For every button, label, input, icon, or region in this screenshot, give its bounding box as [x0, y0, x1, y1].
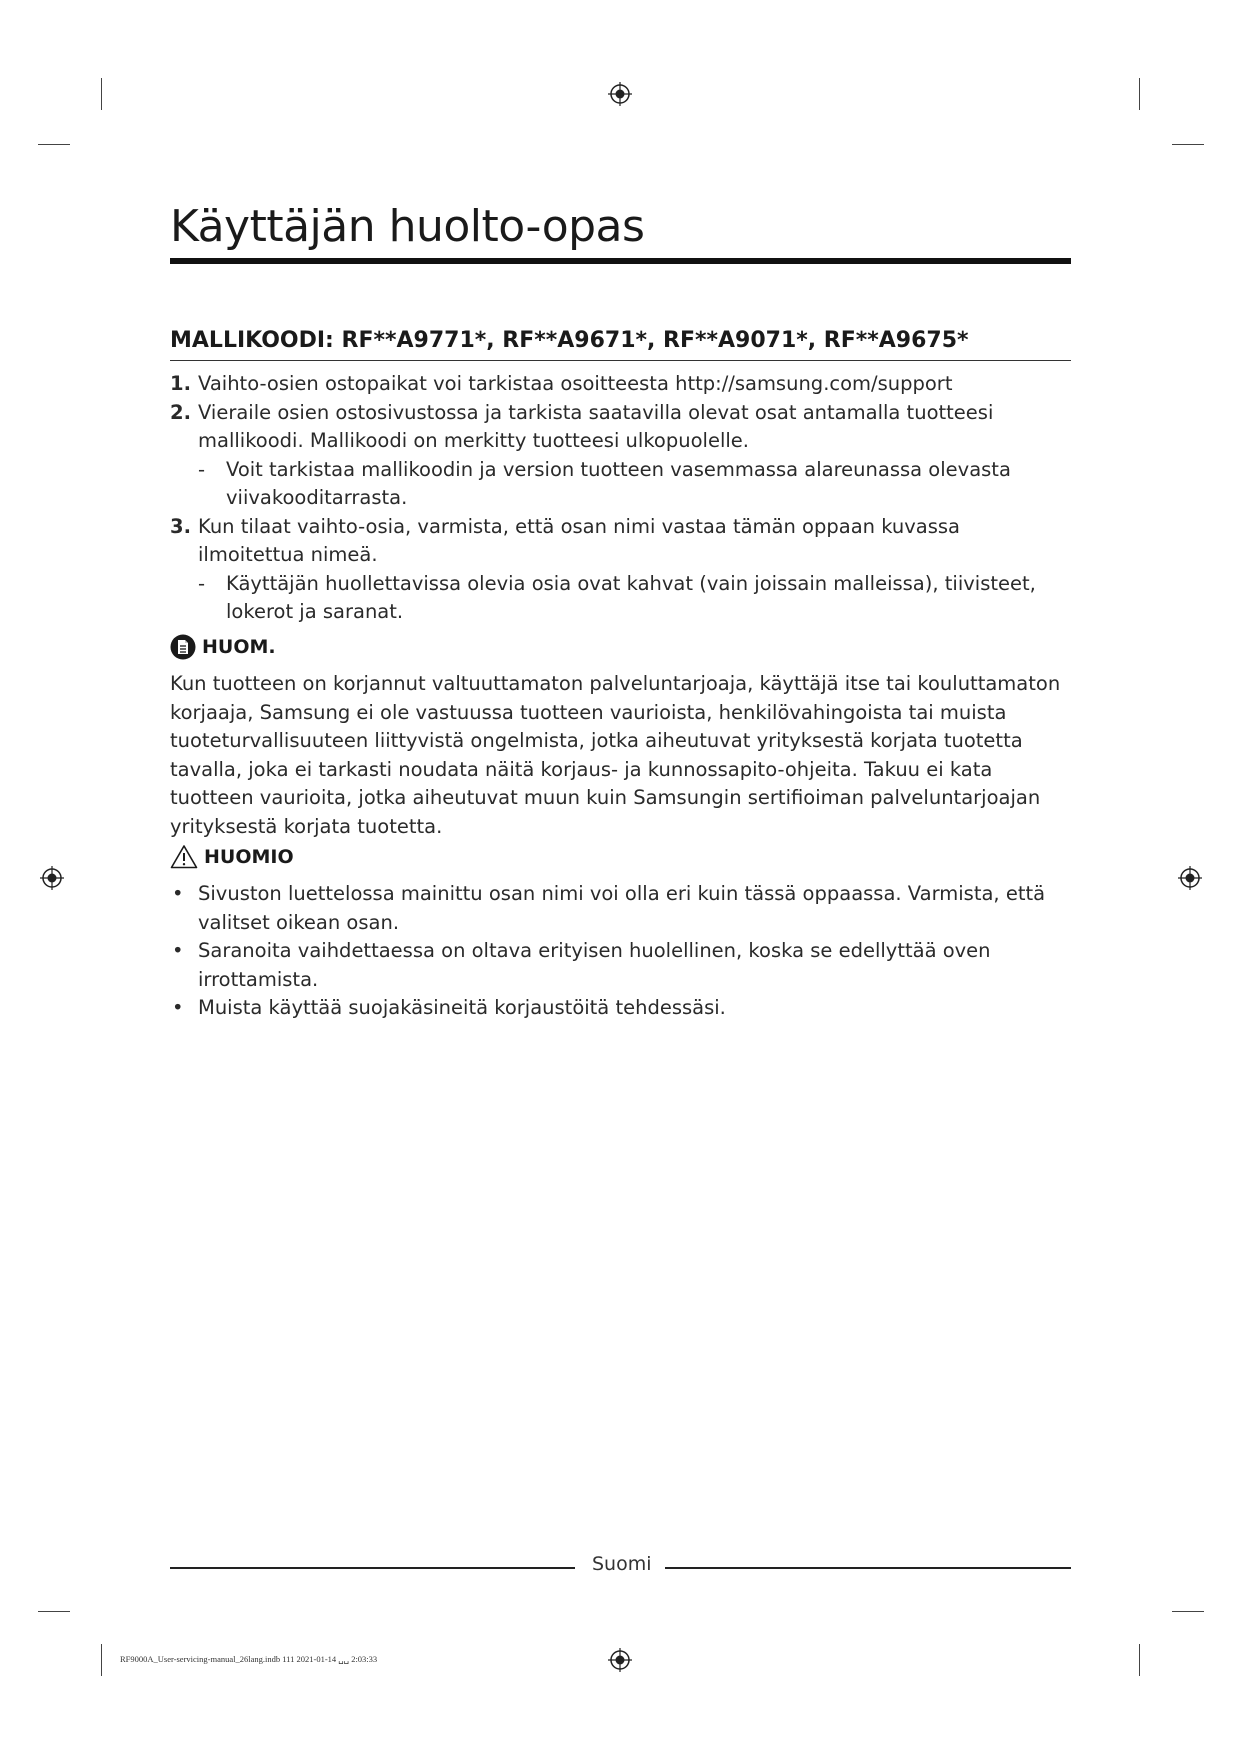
step-text: Vieraile osien ostosivustossa ja tarkista saatavilla olevat osat antamalla tuotteesi mallikoodi. Mallikoodi on merkitty tuotteesi ulkopuolelle.	[198, 400, 994, 452]
step-text: Kun tilaat vaihto-osia, varmista, että osan nimi vastaa tämän oppaan kuvassa ilmoitettua nimeä.	[198, 514, 961, 566]
registration-mark-icon	[1178, 866, 1202, 890]
list-item	[170, 399, 1070, 456]
sub-item	[170, 570, 1070, 627]
list-item	[170, 994, 1070, 1023]
caution-callout	[170, 844, 294, 869]
page-title: Käyttäjän huolto-opas	[170, 201, 645, 252]
caution-list	[170, 880, 1070, 1023]
crop-mark	[1139, 78, 1140, 110]
note-text: Kun tuotteen on korjannut valtuuttamaton palveluntarjoaja, käyttäjä itse tai kouluttamaton korjaaja, Samsung ei ole vastuussa tuotteen vaurioista, henkilövahingoista tai muista tuoteturvallisuuteen liittyvistä ongelmista, jotka aiheutuvat yrityksestä korjata tuotetta tavalla, joka ei tarkasti noudata näitä korjaus- ja kunnossapito-ohjeita. Takuu ei kata tuotteen vaurioita, jotka aiheutuvat muun kuin Samsungin sertifioiman palveluntarjoajan yrityksestä korjata tuotetta.	[170, 672, 1061, 838]
sub-item-text: Käyttäjän huollettavissa olevia osia ovat kahvat (vain joissain malleissa), tiivisteet, lokerot ja saranat.	[226, 571, 1036, 623]
steps-list	[170, 370, 1070, 627]
footer-rule-right	[665, 1567, 1071, 1569]
step-number: 3.	[170, 514, 191, 538]
list-item	[170, 937, 1070, 994]
step-text: Vaihto-osien ostopaikat voi tarkistaa osoitteesta http://samsung.com/support	[198, 372, 953, 395]
caution-item-text: Saranoita vaihdettaessa on oltava erityisen huolellinen, koska se edellyttää oven irrottamista.	[198, 939, 991, 991]
bullet-marker: •	[172, 996, 184, 1019]
crop-mark	[101, 1644, 102, 1676]
footer-language: Suomi	[592, 1553, 652, 1575]
crop-mark	[1139, 1644, 1140, 1676]
registration-mark-icon	[608, 82, 632, 106]
model-code-heading: MALLIKOODI: RF**A9771*, RF**A9671*, RF**A9071*, RF**A9675*	[170, 328, 969, 353]
caution-label: HUOMIO	[204, 845, 294, 868]
sub-item	[170, 456, 1070, 513]
note-label: HUOM.	[202, 636, 276, 658]
footer-rule-left	[170, 1567, 575, 1569]
model-code-divider	[170, 360, 1071, 361]
dash-marker: -	[198, 571, 206, 595]
note-icon	[170, 634, 196, 660]
crop-mark	[101, 78, 102, 110]
crop-mark	[38, 1611, 70, 1612]
title-divider	[170, 258, 1071, 264]
registration-mark-icon	[40, 866, 64, 890]
note-callout	[170, 634, 276, 660]
registration-mark-icon	[608, 1648, 632, 1672]
caution-item-text: Sivuston luettelossa mainittu osan nimi voi olla eri kuin tässä oppaassa. Varmista, että valitset oikean osan.	[198, 882, 1046, 934]
caution-item-text: Muista käyttää suojakäsineitä korjaustöitä tehdessäsi.	[198, 996, 726, 1019]
print-slug: RF9000A_User-servicing-manual_26lang.indb 111 2021-01-14 ␣␣ 2:03:33	[120, 1654, 378, 1664]
dash-marker: -	[198, 457, 206, 481]
sub-item-text: Voit tarkistaa mallikoodin ja version tuotteen vasemmassa alareunassa olevasta viivakooditarrasta.	[226, 457, 1011, 509]
bullet-marker: •	[172, 882, 184, 905]
bullet-marker: •	[172, 939, 184, 962]
list-item	[170, 370, 1070, 399]
step-number: 2.	[170, 400, 191, 424]
list-item	[170, 880, 1070, 937]
crop-mark	[1172, 144, 1204, 145]
warning-triangle-icon	[170, 844, 198, 869]
crop-mark	[1172, 1611, 1204, 1612]
step-number: 1.	[170, 372, 191, 395]
list-item	[170, 513, 1070, 570]
crop-mark	[38, 144, 70, 145]
